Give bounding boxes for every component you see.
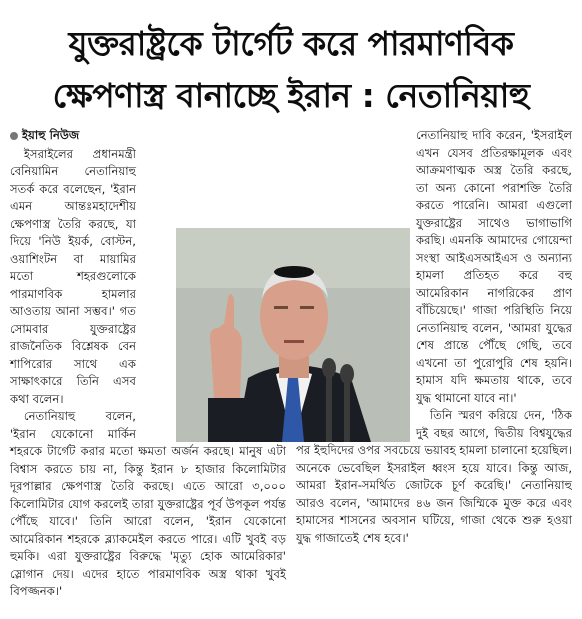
left-paragraph-2: নেতানিয়াহু বলেন, 'ইরান যেকোনো মার্কিন শহরকে টার্গেট করার মতো ক্ষমতা অর্জন করছে। মানুষ এটা বিশ্বাস করতে চায় না, কিন্তু ইরান ৮ হাজার কিলোমিটার দূরপাল্লার ক্ষেপণাস্ত্র তৈরি করছে। এতে আরো ৩,০০০ কিলোমিটার যোগ করলেই তারা যুক্তরাষ্ট্রের পূর্ব উপকূল পর্যন্ত পৌঁছে যাবে।' তিনি আরো বলেন, 'ইরান যেকোনো আমেরিকান শহরকে ব্ল্যাকমেইল করতে পারে। এটি খুবই বড় হুমকি। এরা যুক্তরাষ্ট্রের বিরুদ্ধে 'মৃত্যু হোক আমেরিকার' স্লোগান দেয়। এদের হাতে পারমাণবিক অস্ত্র থাকা খুবই বিপজ্জনক।'	[10, 409, 286, 598]
headline-line-1: যুক্তরাষ্ট্রকে টার্গেট করে পারমাণবিক	[68, 24, 514, 63]
news-photo	[176, 228, 410, 442]
headline-line-2: ক্ষেপণাস্ত্র বানাচ্ছে ইরান : নেতানিয়াহু	[52, 76, 530, 115]
right-paragraph-2: তিনি স্মরণ করিয়ে দেন, 'ঠিক দুই বছর আগে, দ্বিতীয় বিশ্বযুদ্ধের পর ইহুদিদের ওপর সবচেয়ে ভয়াবহ হামলা চালানো হয়েছিল। অনেকে ভেবেছিল ইসরাইল ধ্বংস হয়ে যাবে। কিন্তু আজ, আমরা ইরান-সমর্থিত জোটকে চূর্ণ করেছি।' নেতানিয়াহু আরও বলেন, 'আমাদের ৪৬ জন জিম্মিকে মুক্ত করে এবং হামাসের শাসনের অবসান ঘটিয়ে, গাজা থেকে শুরু হওয়া যুদ্ধ গাজাতেই শেষ হবে।'	[296, 408, 572, 545]
byline-text: ইয়াহু নিউজ	[22, 128, 80, 142]
byline	[10, 127, 286, 145]
right-paragraph-1: নেতানিয়াহু দাবি করেন, 'ইসরাইল এখন যেসব প্রতিরক্ষামূলক এবং আক্রমণাত্মক অস্ত্র তৈরি করছে, তা অন্য কোনো পরাশক্তি তৈরি করতে পারেনি। আমরা এগুলো যুক্তরাষ্ট্রের সাথেও ভাগাভাগি করছি। এমনকি আমাদের গোয়েন্দা সংস্থা আইএসআইএস ও অন্যান্য হামলা প্রতিহত করে বহু আমেরিকান নাগরিকের প্রাণ বাঁচিয়েছে।' গাজা পরিস্থিতি নিয়ে নেতানিয়াহু বলেন, 'আমরা যুদ্ধের শেষ প্রান্তে পৌঁছে গেছি, তবে এখনো তা পুরোপুরি শেষ হয়নি। হামাস যদি ক্ষমতায় থাকে, তবে যুদ্ধ থামানো যাবে না।'	[416, 128, 572, 405]
headline	[8, 18, 574, 122]
left-paragraph-1: ইসরাইলের প্রধানমন্ত্রী বেনিয়ামিন নেতানিয়াহু সতর্ক করে বলেছেন, 'ইরান এমন আন্তঃমহাদেশীয় ক্ষেপণাস্ত্র তৈরি করছে, যা দিয়ে 'নিউ ইয়র্ক, বোস্টন, ওয়াশিংটন বা মায়ামির মতো শহরগুলোকে পারমাণবিক হামলার আওতায় আনা সম্ভব।' গত সোমবার যুক্তরাষ্ট্রের রাজনৈতিক বিশ্লেষক বেন শাপিরোর সাথে এক সাক্ষাৎকারে তিনি এসব কথা বলেন।	[10, 146, 136, 406]
bullet-icon	[10, 132, 18, 140]
speaker-portrait-image	[176, 228, 410, 442]
